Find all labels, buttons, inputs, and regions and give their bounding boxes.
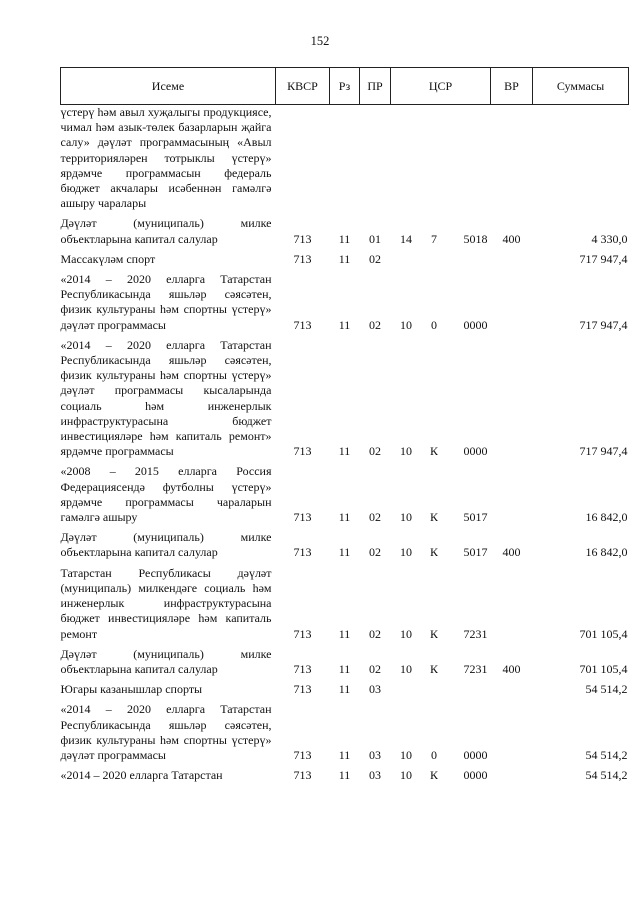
cell-vr (491, 763, 533, 783)
cell-csr-program (391, 247, 422, 267)
cell-name: Массакүләм спорт (60, 251, 156, 266)
cell-csr-subprogram: К (429, 545, 438, 560)
cell-vr (491, 333, 533, 460)
cell-sum: 54 514,2 (585, 682, 628, 697)
table-row (61, 763, 629, 783)
header-csr: ЦСР (391, 68, 491, 105)
cell-vr (491, 697, 533, 763)
cell-csr-program: 10 (400, 444, 412, 459)
table-header-row (61, 68, 629, 105)
table-row (61, 561, 629, 642)
table-row (61, 677, 629, 697)
cell-csr-code (447, 105, 491, 212)
cell-rz: 11 (338, 545, 351, 560)
cell-kvsr: 713 (293, 231, 312, 246)
cell-kvsr: 713 (293, 510, 312, 525)
cell-kvsr (276, 105, 330, 212)
cell-rz: 11 (338, 251, 351, 266)
table-row (61, 105, 629, 212)
cell-csr-code: 5017 (463, 545, 488, 560)
cell-csr-subprogram: 0 (431, 747, 437, 762)
cell-sum: 16 842,0 (585, 510, 628, 525)
cell-sum: 54 514,2 (585, 768, 628, 783)
cell-csr-code: 0000 (463, 768, 488, 783)
cell-kvsr: 713 (293, 768, 312, 783)
cell-kvsr: 713 (293, 747, 312, 762)
cell-kvsr: 713 (293, 317, 312, 332)
cell-csr-code: 0000 (463, 317, 488, 332)
cell-csr-program: 10 (400, 510, 412, 525)
cell-vr (491, 267, 533, 333)
cell-pr (360, 105, 391, 212)
cell-name: Татарстан Республикасы дәүләт (муниципаль) милкендәге социаль һәм инженерлык инфраструктурасына бюджет инвестицияләре һәм капиталь ремонт (60, 565, 272, 641)
cell-csr-program: 10 (400, 545, 412, 560)
budget-table (60, 67, 629, 783)
cell-name: «2014 – 2020 елларга Татарстан (60, 768, 223, 783)
cell-csr-subprogram: К (429, 510, 438, 525)
cell-name: үстерү һәм авыл хуҗалыгы продукциясе, чимал һәм азык-төлек базарларын җайга салу» дәүләт программасының «Авыл территорияләрен тотрыклы үстерү» ярдәмче программасын федераль бюджет акчалары исәбеннән гамәлгә ашыру чаралары (60, 105, 272, 211)
cell-kvsr: 713 (293, 661, 312, 676)
cell-csr-subprogram (422, 677, 447, 697)
cell-sum: 16 842,0 (585, 545, 628, 560)
cell-kvsr: 713 (293, 682, 312, 697)
cell-pr: 02 (369, 317, 381, 332)
cell-rz: 11 (338, 626, 351, 641)
table-row (61, 697, 629, 763)
cell-csr-code: 5017 (463, 510, 488, 525)
cell-csr-code: 0000 (463, 747, 488, 762)
cell-vr: 400 (502, 661, 521, 676)
cell-vr (491, 677, 533, 697)
cell-name: Дәүләт (муниципаль) милке объектларына капитал салулар (60, 530, 272, 560)
cell-rz: 11 (338, 661, 351, 676)
cell-name: Дәүләт (муниципаль) милке объектларына капитал салулар (60, 646, 272, 676)
header-sum: Суммасы (533, 68, 629, 105)
cell-rz: 11 (338, 682, 351, 697)
cell-sum: 717 947,4 (579, 444, 628, 459)
cell-vr (491, 459, 533, 525)
header-name: Исеме (61, 68, 276, 105)
cell-csr-code: 0000 (463, 444, 488, 459)
table-row (61, 459, 629, 525)
cell-csr-program: 10 (400, 626, 412, 641)
cell-kvsr: 713 (293, 444, 312, 459)
cell-csr-program: 10 (400, 317, 412, 332)
cell-csr-subprogram: К (429, 444, 438, 459)
cell-pr: 02 (369, 545, 381, 560)
cell-kvsr: 713 (293, 251, 312, 266)
cell-name: Югары казанышлар спорты (60, 682, 203, 697)
cell-pr: 03 (369, 682, 381, 697)
cell-sum: 701 105,4 (579, 626, 628, 641)
cell-rz: 11 (338, 747, 351, 762)
cell-sum: 54 514,2 (585, 747, 628, 762)
cell-rz: 11 (338, 231, 351, 246)
cell-pr: 01 (369, 231, 381, 246)
cell-sum: 717 947,4 (579, 317, 628, 332)
cell-vr: 400 (502, 231, 521, 246)
cell-name: «2008 – 2015 елларга Россия Федерациясендә футболны үстерү» ярдәмче программасы чараларын гамәлгә ашыру (60, 464, 272, 525)
table-row (61, 333, 629, 460)
cell-csr-program: 10 (400, 747, 412, 762)
cell-vr: 400 (502, 545, 521, 560)
cell-pr: 02 (369, 661, 381, 676)
cell-rz (330, 105, 360, 212)
cell-csr-subprogram: К (429, 768, 438, 783)
table-row (61, 267, 629, 333)
header-pr: ПР (360, 68, 391, 105)
header-kvsr: КВСР (276, 68, 330, 105)
cell-pr: 03 (369, 768, 381, 783)
cell-rz: 11 (338, 510, 351, 525)
cell-csr-subprogram: 0 (431, 317, 437, 332)
cell-csr-subprogram: 7 (431, 231, 437, 246)
cell-csr-program (391, 105, 422, 212)
cell-name: Дәүләт (муниципаль) милке объектларына капитал салулар (60, 216, 272, 246)
cell-sum: 701 105,4 (579, 661, 628, 676)
cell-csr-subprogram: К (429, 626, 438, 641)
cell-kvsr: 713 (293, 626, 312, 641)
cell-name: «2014 – 2020 елларга Татарстан Республикасында яшьләр сәясәтен, физик культураны һәм спортны үстерү» дәүләт программасы (60, 702, 272, 762)
cell-vr (491, 247, 533, 267)
cell-pr: 02 (369, 626, 381, 641)
cell-pr: 02 (369, 444, 381, 459)
cell-sum: 4 330,0 (591, 231, 628, 246)
cell-sum (533, 105, 629, 212)
cell-sum: 717 947,4 (579, 251, 628, 266)
cell-pr: 02 (369, 251, 381, 266)
cell-csr-code: 7231 (463, 661, 488, 676)
cell-vr (491, 105, 533, 212)
table-row (61, 247, 629, 267)
cell-pr: 02 (369, 510, 381, 525)
table-row (61, 211, 629, 246)
cell-csr-subprogram (422, 105, 447, 212)
header-rz: Рз (330, 68, 360, 105)
cell-csr-program: 10 (400, 661, 412, 676)
cell-csr-code: 7231 (463, 626, 488, 641)
cell-csr-subprogram: К (429, 661, 438, 676)
cell-name: «2014 – 2020 елларга Татарстан Республикасында яшьләр сәясәтен, физик культураны һәм спортны үстерү» дәүләт программасы кысаларында социаль һәм инженерлык инфраструктурасына бюджет инвестицияләре һәм капиталь ремонт» ярдәмче программасы (60, 337, 272, 459)
cell-pr: 03 (369, 747, 381, 762)
cell-csr-code: 5018 (463, 231, 488, 246)
cell-kvsr: 713 (293, 545, 312, 560)
cell-vr (491, 561, 533, 642)
cell-csr-program: 14 (400, 231, 412, 246)
cell-rz: 11 (338, 317, 351, 332)
cell-rz: 11 (338, 768, 351, 783)
page-number: 152 (310, 34, 330, 48)
cell-rz: 11 (338, 444, 351, 459)
cell-csr-program (391, 677, 422, 697)
cell-name: «2014 – 2020 елларга Татарстан Республикасында яшьләр сәясәтен, физик культураны һәм спортны үстерү» дәүләт программасы (60, 272, 272, 332)
table-row (61, 642, 629, 677)
cell-csr-subprogram (422, 247, 447, 267)
cell-csr-program: 10 (400, 768, 412, 783)
cell-csr-code (447, 247, 491, 267)
cell-csr-code (447, 677, 491, 697)
table-row (61, 525, 629, 560)
header-vr: ВР (491, 68, 533, 105)
